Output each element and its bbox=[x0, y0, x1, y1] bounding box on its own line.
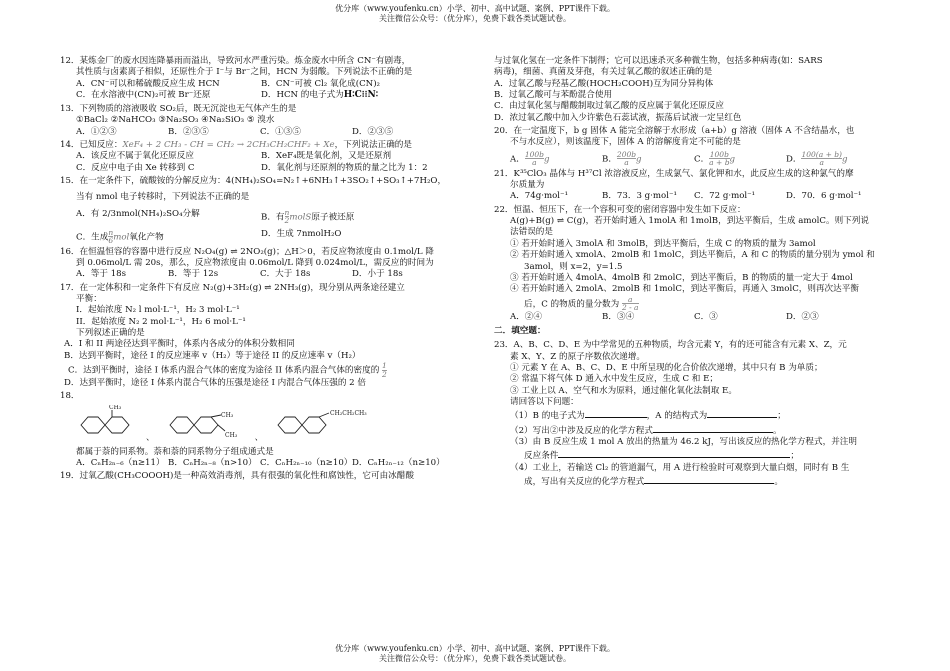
q20-stem-2: 不与水反应），则该温度下，固体 A 的溶解度肯定不可能的是 bbox=[510, 137, 741, 148]
q23-stem-2: 素 X、Y、Z 的原子序数依次递增。 bbox=[510, 351, 645, 362]
q19-option-b: B．过氧乙酸可与苯酚混合使用 bbox=[494, 90, 613, 101]
q12-option-b: B．CN⁻可被 Cl₂ 氧化成(CN)₂ bbox=[261, 78, 380, 89]
q12-option-a: A．CN⁻可以和稀硫酸反应生成 HCN bbox=[76, 78, 220, 89]
q16-option-b: B．等于 12s bbox=[168, 269, 219, 280]
q23-part-1: （1）B 的电子式为 ，A 的结构式为 ； bbox=[494, 408, 912, 422]
q16-stem-2: 到 0.06mol/L 需 20s，那么，反应物浓度由 0.06mol/L 降到 0.024mol/L，需反应的时间为 bbox=[76, 258, 434, 268]
question-23 bbox=[494, 340, 912, 488]
q19-option-d: D．浓过氧乙酸中加入少许紫色石蕊试液，振荡后试液一定呈红色 bbox=[494, 112, 742, 123]
question-17 bbox=[60, 283, 478, 390]
q14-option-c: C．反应中电子由 Xe 转移到 C bbox=[76, 162, 195, 173]
q22-option-d: D．②③ bbox=[786, 311, 819, 322]
dimethylnaphthalene-structure bbox=[165, 405, 245, 445]
ch3-label-2b: CH₃ bbox=[224, 431, 237, 439]
q18-separator-2: 、 bbox=[254, 433, 264, 444]
footer-line-2: 关注微信公众号：（优分库），免费下载各类试题试卷。 bbox=[379, 654, 571, 663]
q17-stem-1: 17．在一定体积和一定条件下有反应 N₂(g)+3H₂(g) ⇌ 2NH₃(g)，现分别从两条途径建立 bbox=[60, 282, 405, 293]
q22-statement-4b: 后，C 的物质的量分数为 $\frac{a}{2 - a}$ bbox=[524, 294, 639, 313]
q23-condition-2: ② 常温下将气体 D 通入水中发生反应，生成 C 和 E； bbox=[510, 374, 719, 385]
q22-option-b: B．③④ bbox=[602, 311, 635, 322]
q16-option-c: C．大于 18s bbox=[260, 269, 311, 280]
q22-statement-3: ③ 若开始时通入 4molA、4molB 和 2molC，到达平衡后，B 的物质的量一定大于 4mol bbox=[510, 272, 853, 283]
q23-part-4b: 成，写出有关反应的化学方程式 。 bbox=[494, 474, 912, 488]
q12-stem-1: 12．某炼金厂的废水因连降暴雨而溢出，导致河水严重污染。炼金废水中所含 CN⁻有剧毒， bbox=[60, 56, 411, 66]
q18-structures bbox=[60, 405, 478, 445]
question-15 bbox=[60, 176, 478, 245]
q22-option-c: C．③ bbox=[694, 311, 718, 322]
q13-option-b: B．②③⑤ bbox=[168, 126, 209, 137]
q19-stem-3: 病毒)，细菌、真菌及芽孢，有关过氧乙酸的叙述正确的是 bbox=[494, 67, 713, 78]
q22-statement-2a: ② 若开始时通入 xmolA、2molB 和 1molC，到达平衡后，A 和 C 的物质的量分别为 ymol 和 bbox=[510, 250, 875, 261]
q18-separator-1: 、 bbox=[146, 433, 155, 444]
propyl-label: CH₂CH₂CH₃ bbox=[330, 409, 367, 417]
question-16 bbox=[60, 247, 478, 281]
q23-blank-5[interactable] bbox=[644, 474, 774, 484]
question-18 bbox=[60, 391, 478, 469]
q19-option-a: A．过氧乙酸与羟基乙酸(HOCH₂COOH)互为同分异构体 bbox=[494, 78, 714, 89]
question-14 bbox=[60, 140, 478, 174]
q14-stem: 14．已知反应：XeF₄ + 2 CH₃ - CH = CH₂ → 2CH₃CH₂CHF₂ + Xe，下列说法正确的是 bbox=[60, 139, 412, 150]
q21-option-c: C．72 g·mol⁻¹ bbox=[694, 191, 756, 202]
q16-option-d: D．小于 18s bbox=[352, 269, 403, 280]
q17-path-2: II．起始浓度 N₂ 2 mol·L⁻¹，H₂ 6 mol·L⁻¹ bbox=[76, 316, 246, 327]
q20-option-a: A．$\frac{100b}{a}$ g bbox=[510, 149, 550, 168]
q13-stem: 13．下列物质的溶液吸收 SO₂后，既无沉淀也无气体产生的是 bbox=[60, 103, 297, 114]
q21-option-d: D．70．6 g·mol⁻¹ bbox=[786, 191, 862, 202]
q23-blank-4[interactable] bbox=[558, 448, 790, 458]
q13-option-d: D．②③⑤ bbox=[352, 126, 394, 137]
q17-option-c: C．达到平衡时，途径 I 体系内混合气体的密度为途径 II 体系内混合气体的密度的 $\frac{1}{2}$ bbox=[68, 361, 387, 379]
q14-equation: XeF₄ + 2 CH₃ - CH = CH₂ → 2CH₃CH₂CHF₂ + Xe bbox=[122, 139, 335, 150]
question-20 bbox=[494, 126, 912, 167]
q18-option-b: B．CₙH₂ₙ₋₈（n>10） bbox=[168, 458, 257, 469]
q18-option-d: D．CₙH₂ₙ₋₁₂（n≥10） bbox=[352, 458, 445, 469]
q14-option-d: D．氧化剂与还原剂的物质的量之比为 1：2 bbox=[261, 162, 428, 173]
q18-number: 18． bbox=[60, 391, 80, 402]
q15-stem-1: 15．在一定条件下，硫酸铵的分解反应为：4(NH₄)₂SO₄=N₂↑+6NH₃↑+3SO₂↑+SO₃↑+7H₂O， bbox=[60, 175, 447, 186]
q14-option-b: B．XeF₄既是氧化剂，又是还原剂 bbox=[261, 151, 392, 162]
q22-statement-1: ① 若开始时通入 3molA 和 3molB，到达平衡后，生成 C 的物质的量为 3amol bbox=[510, 238, 816, 249]
q16-stem-1: 16．在恒温恒容的容器中进行反应 N₂O₄(g) ⇌ 2NO₂(g)；△H＞0，若反应物浓度由 0.1mol/L 降 bbox=[60, 246, 434, 257]
q22-stem-2: A(g)+B(g) ⇌ C(g)，若开始时通入 1molA 和 1molB，到达平衡后，生成 amolC。则下列说 bbox=[510, 216, 869, 227]
q19-stem-1: 19．过氧乙酸(CH₃COOOH)是一种高效消毒剂，具有很强的氧化性和腐蚀性，它可由冰醋酸 bbox=[60, 471, 414, 482]
page-header bbox=[0, 4, 950, 24]
question-13 bbox=[60, 104, 478, 138]
q22-stem-3: 法错误的是 bbox=[510, 227, 553, 238]
section-fill-in-title: 二．填空题： bbox=[494, 325, 546, 336]
q18-option-a: A．CₙH₂ₙ₋₆（n≥11） bbox=[76, 458, 165, 469]
q13-option-a: A．①②③ bbox=[76, 126, 117, 137]
q21-option-a: A．74g·mol⁻¹ bbox=[510, 191, 569, 202]
q15-option-d: D．生成 7nmolH₂O bbox=[261, 228, 342, 239]
q18-stem: 都属于萘的同系物。萘和萘的同系物分子组成通式是 bbox=[76, 446, 274, 457]
q23-part-4a: （4）工业上，若输送 Cl₂ 的管道漏气，用 A 进行检验时可观察到大量白烟，同时有 B 生 bbox=[510, 462, 850, 473]
q17-option-a: A．I 和 II 两途径达到平衡时，体系内各成分的体积分数相同 bbox=[64, 339, 295, 350]
q20-option-b: B．$\frac{200b}{a}$ g bbox=[602, 149, 642, 168]
q17-option-b: B．达到平衡时，途径 I 的反应速率 v（H₂）等于途径 II 的反应速率 v（H₂） bbox=[64, 350, 361, 361]
footer-line-1: 优分库（www.youfenku.cn）小学、初中、高中试题、案例、PPT课件下载。 bbox=[335, 644, 615, 653]
header-line-1: 优分库（www.youfenku.cn）小学、初中、高中试题、案例、PPT课件下载。 bbox=[335, 4, 615, 13]
question-22 bbox=[494, 205, 912, 323]
right-column bbox=[494, 56, 912, 490]
propylnaphthalene-structure bbox=[273, 405, 383, 445]
q19-option-c: C．由过氧化氢与醋酸制取过氧乙酸的反应属于氧化还原反应 bbox=[494, 101, 725, 112]
q21-stem-2: 尔质量为 bbox=[510, 180, 545, 191]
q12-option-d: D．HCN 的电子式为H∶C⁝⁝N∶ bbox=[261, 90, 379, 101]
q20-option-c: C．$\frac{100b}{a + b}$ g bbox=[694, 149, 736, 168]
q15-option-b: B．有$\frac{n}{2}$ molS原子被还原 bbox=[261, 207, 355, 226]
question-19-cont bbox=[494, 56, 912, 124]
q23-blank-2[interactable] bbox=[707, 408, 777, 418]
q22-stem-1: 22．恒温、恒压下，在一个容积可变的密闭容器中发生如下反应： bbox=[494, 204, 746, 215]
q12-option-c: C．在水溶液中(CN)₂可被 Br⁻还原 bbox=[76, 90, 211, 101]
ch3-label-2a: CH₃ bbox=[220, 411, 233, 419]
q20-option-d: D．$\frac{100(a + b)}{a}$ g bbox=[786, 149, 848, 168]
q13-option-c: C．①③⑤ bbox=[260, 126, 301, 137]
q15-option-c: C．生成$\frac{n}{6}$ mol氧化产物 bbox=[76, 227, 164, 246]
question-12 bbox=[60, 56, 478, 102]
q23-blank-1[interactable] bbox=[585, 408, 647, 418]
q23-blank-3[interactable] bbox=[653, 423, 773, 433]
q23-condition-1: ① 元素 Y 在 A、B、C、D、E 中所呈现的化合价依次递增，其中只有 B 为单质； bbox=[510, 362, 823, 373]
hcn-electron-formula: H∶C⁝⁝N∶ bbox=[343, 90, 379, 101]
page-footer bbox=[0, 644, 950, 664]
q23-part-3a: （3）由 B 反应生成 1 mol A 放出的热量为 46.2 kJ，写出该反应的热化学方程式，并注明 bbox=[510, 436, 857, 447]
q15-option-a: A．有 2/3nmol(NH₄)₂SO₄分解 bbox=[76, 208, 200, 219]
q21-stem-1: 21．K³⁵ClO₃ 晶体与 H³⁷Cl 浓溶液反应，生成氯气、氯化钾和水，此反应生成的这种氯气的摩 bbox=[494, 168, 854, 179]
q17-stem-2: 平衡： bbox=[76, 294, 102, 305]
q19-stem-2: 与过氧化氢在一定条件下制得；它可以迅速杀灭多种微生物，包括多种病毒(如：SARS bbox=[494, 56, 823, 66]
q14-option-a: A．该反应不属于氧化还原反应 bbox=[76, 151, 194, 162]
ch3-label-1: CH₃ bbox=[109, 404, 122, 411]
q13-items: ①BaCl₂ ②NaHCO₃ ③Na₂SO₃ ④Na₂SiO₃ ⑤ 溴水 bbox=[76, 115, 275, 126]
q23-stem-1: 23．A、B、C、D、E 为中学常见的五种物质，均含元素 Y，有的还可能含有元素 X、Z，元 bbox=[494, 340, 847, 351]
q17-ask: 下列叙述正确的是 bbox=[76, 328, 145, 339]
q21-option-b: B．73．3 g·mol⁻¹ bbox=[602, 191, 677, 202]
q17-option-d: D．达到平衡时，途径 I 体系内混合气体的压强是途径 I 内混合气体压强的 2 倍 bbox=[64, 378, 366, 389]
methylnaphthalene-structure bbox=[76, 405, 136, 445]
q23-part-3b: 反应条件 ； bbox=[494, 448, 912, 462]
question-19-start bbox=[60, 471, 478, 482]
q23-part-2: （2）写出②中涉及反应的化学方程式 。 bbox=[494, 423, 912, 437]
q20-stem-1: 20．在一定温度下，b g 固体 A 能完全溶解于水形成（a+b）g 溶液（固体 A 不含结晶水，也 bbox=[494, 126, 855, 137]
q22-option-a: A．②④ bbox=[510, 311, 542, 322]
q18-option-c: C．CₙH₂ₙ₋₁₀（n≥10） bbox=[260, 458, 353, 469]
q22-statement-4a: ④ 若开始时通入 2molA、2molB 和 1molC，到达平衡后，再通入 3molC，则再次达平衡 bbox=[510, 284, 859, 295]
question-21 bbox=[494, 169, 912, 203]
q16-option-a: A．等于 18s bbox=[76, 269, 127, 280]
q22-statement-2b: 3amol，则 x=2，y=1.5 bbox=[524, 261, 623, 272]
q17-path-1: I．起始浓度 N₂ l mol·L⁻¹，H₂ 3 mol·L⁻¹ bbox=[76, 305, 240, 316]
q12-stem-2: 其性质与卤素离子相似，还原性介于 I⁻与 Br⁻之间，HCN 为弱酸。下列说法不正确的是 bbox=[76, 67, 413, 78]
q15-stem-2: 当有 nmol 电子转移时，下列说法不正确的是 bbox=[76, 192, 250, 203]
q23-condition-3: ③ 工业上以 A、空气和水为原料，通过催化氧化法制取 E。 bbox=[510, 385, 737, 396]
left-column bbox=[60, 56, 478, 485]
q23-ask: 请回答以下问题： bbox=[510, 396, 579, 407]
header-line-2: 关注微信公众号：（优分库），免费下载各类试题试卷。 bbox=[379, 14, 571, 23]
